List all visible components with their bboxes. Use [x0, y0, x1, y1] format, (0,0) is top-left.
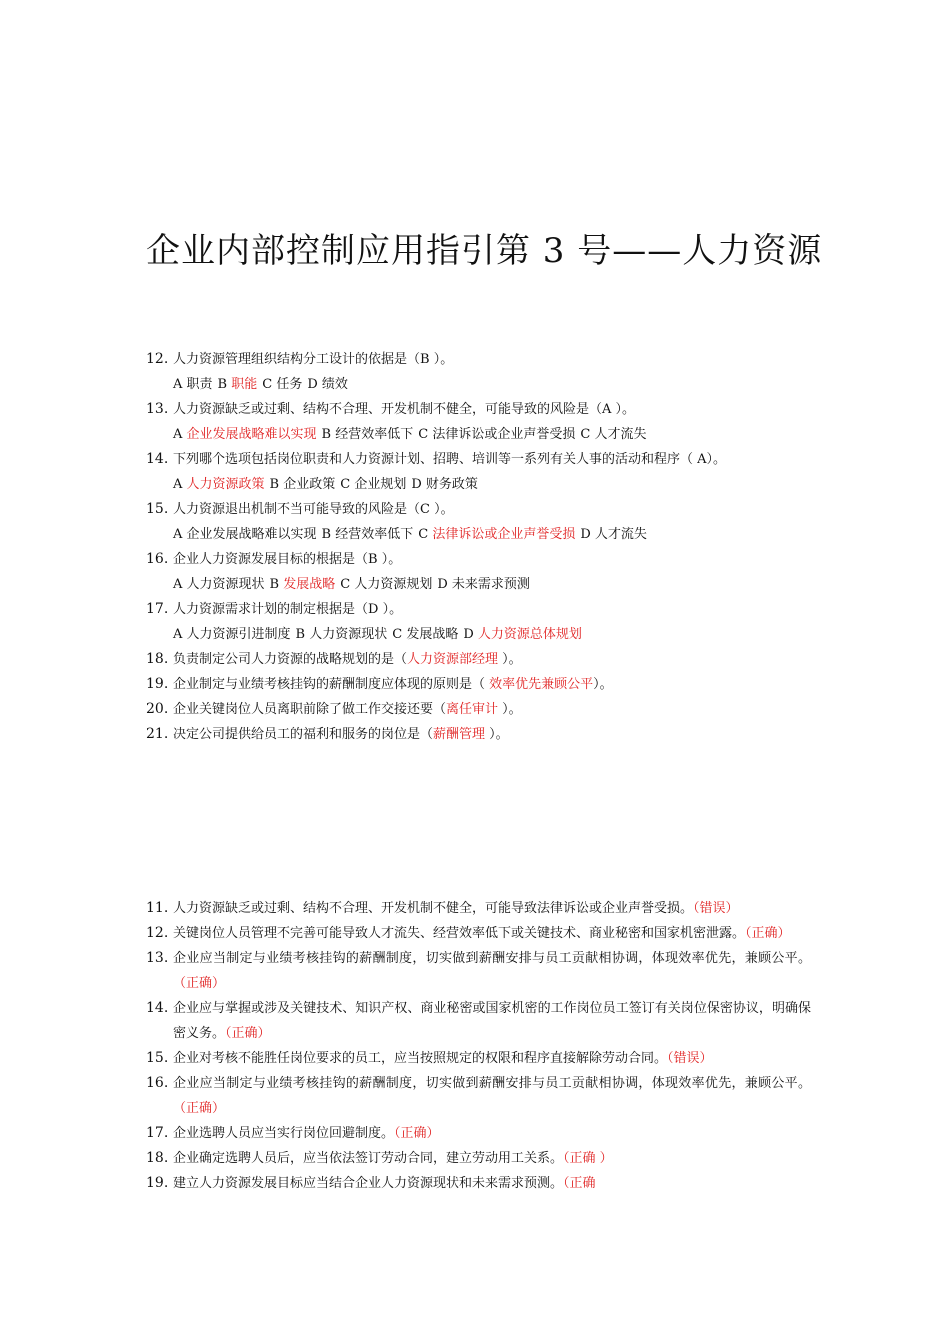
question-text: 人力资源管理组织结构分工设计的依据是（	[173, 352, 421, 367]
question-number: 18.	[146, 651, 169, 667]
question-line	[146, 447, 811, 472]
judgement-answer: 错误	[673, 1051, 700, 1066]
bracket-open: （	[173, 1101, 187, 1116]
statement-item	[146, 921, 811, 946]
option-text: 经营效率低下	[335, 427, 414, 442]
option-letter: C	[418, 427, 433, 442]
question-text: 企业关键岗位人员离职前除了做工作交接还要（	[173, 702, 447, 717]
question-line	[146, 397, 811, 422]
statement-number: 19.	[146, 1175, 169, 1191]
option	[296, 627, 388, 642]
statement-body	[173, 996, 811, 1046]
bracket-close: ）	[212, 976, 226, 991]
multiple-choice-section	[146, 347, 811, 647]
question-text-end: ）。	[429, 502, 454, 517]
option-text: 法律诉讼或企业声誉受损	[432, 427, 576, 442]
option-letter: C	[580, 427, 595, 442]
statement-item	[146, 1121, 811, 1146]
option-letter: C	[418, 527, 433, 542]
question-text-end: ）。	[593, 677, 613, 692]
judgement-answer: 错误	[699, 901, 726, 916]
option	[437, 577, 530, 592]
option	[340, 477, 406, 492]
option-letter: A	[173, 527, 187, 542]
bracket-open: （	[173, 976, 187, 991]
options-line	[146, 572, 811, 597]
option-text: 人力资源规划	[354, 577, 433, 592]
question-number: 13.	[146, 401, 169, 417]
option-letter: D	[580, 527, 595, 542]
judgement-answer: 正确	[400, 1126, 427, 1141]
option-letter: B	[269, 577, 284, 592]
correct-option-text: 人力资源总体规划	[477, 627, 582, 642]
statement-body	[173, 946, 811, 996]
option-text: 未来需求预测	[451, 577, 530, 592]
statement-item	[146, 946, 811, 996]
judgement-answer: 正确	[186, 1101, 213, 1116]
option	[411, 477, 478, 492]
option-text: 人才流失	[594, 427, 647, 442]
bracket-open: （	[667, 1051, 674, 1066]
options-line	[146, 372, 811, 397]
bracket-close: ）	[595, 1151, 613, 1166]
bracket-close: ）	[725, 901, 739, 916]
answer-text: 效率优先兼顾公平	[489, 677, 594, 692]
question-text-end: ）。	[498, 702, 522, 717]
statement-number: 13.	[146, 950, 169, 966]
option-letter: A	[173, 377, 187, 392]
question-number: 15.	[146, 501, 169, 517]
option-text: 人力资源现状	[186, 577, 265, 592]
statement-body	[173, 1146, 811, 1171]
statement-text: 关键岗位人员管理不完善可能导致人才流失、经营效率低下或关键技术、商业秘密和国家机密泄露。	[173, 926, 746, 941]
statement-item	[146, 1171, 811, 1196]
option-text: 企业政策	[283, 477, 336, 492]
statement-item	[146, 996, 811, 1046]
question-answer: A	[602, 402, 612, 417]
statement-number: 12.	[146, 925, 169, 941]
question-text-end: ）。	[378, 602, 403, 617]
option	[173, 427, 317, 442]
question-text: 人力资源缺乏或过剩、结构不合理、开发机制不健全，可能导致的风险是（	[173, 402, 603, 417]
option	[580, 427, 646, 442]
bracket-open: （	[225, 1026, 232, 1041]
options-line	[146, 522, 811, 547]
bracket-open: （	[693, 901, 700, 916]
statement-text: 企业应当制定与业绩考核挂钩的薪酬制度，切实做到薪酬安排与员工贡献相协调，体现效率优先，兼顾公平。	[173, 951, 811, 966]
question-line	[146, 722, 811, 747]
judgement-answer: 正确	[751, 926, 778, 941]
statement-item	[146, 1071, 811, 1121]
question-number: 17.	[146, 601, 169, 617]
question-text-end: ）。	[498, 652, 522, 667]
question-answer: A	[697, 452, 707, 467]
option-letter: C	[262, 377, 277, 392]
correct-option-text: 人力资源政策	[186, 477, 265, 492]
option-letter: D	[411, 477, 426, 492]
question-text-end: ）。	[611, 402, 636, 417]
option-letter: D	[463, 627, 478, 642]
question-answer: C	[420, 502, 430, 517]
option-letter: B	[217, 377, 232, 392]
options-line	[146, 622, 811, 647]
option-letter: B	[269, 477, 284, 492]
question-number: 16.	[146, 551, 169, 567]
option	[463, 627, 582, 642]
option	[418, 527, 575, 542]
statement-body	[173, 1121, 811, 1146]
option-text: 绩效	[321, 377, 348, 392]
option-letter: B	[321, 527, 336, 542]
option	[173, 627, 291, 642]
option-letter: A	[173, 477, 187, 492]
question-text-end: ）。	[429, 352, 454, 367]
bracket-close: ）	[426, 1126, 440, 1141]
option-text: 人力资源引进制度	[186, 627, 291, 642]
question-text: 企业制定与业绩考核挂钩的薪酬制度应体现的原则是（	[173, 677, 490, 692]
statement-body	[173, 1046, 811, 1071]
bracket-close: ）	[212, 1101, 226, 1116]
question-answer: B	[368, 552, 378, 567]
question-text: 负责制定公司人力资源的战略规划的是（	[173, 652, 408, 667]
question-line	[146, 347, 811, 372]
option-letter: B	[321, 427, 336, 442]
statement-item	[146, 1046, 811, 1071]
option-text: 经营效率低下	[335, 527, 414, 542]
answer-text: 人力资源部经理	[407, 652, 499, 667]
statement-text: 企业应与掌握或涉及关键技术、知识产权、商业秘密或国家机密的工作岗位员工签订有关岗位保密协议，明确保密义务。	[173, 1001, 811, 1041]
bracket-open: （	[745, 926, 752, 941]
option	[173, 577, 265, 592]
option-letter: D	[437, 577, 452, 592]
question-text: 企业人力资源发展目标的根据是（	[173, 552, 369, 567]
option	[173, 527, 317, 542]
correct-option-text: 职能	[231, 377, 258, 392]
option-text: 财务政策	[425, 477, 478, 492]
question-text: 决定公司提供给员工的福利和服务的岗位是（	[173, 727, 434, 742]
page-title: 企业内部控制应用指引第 3 号——人力资源	[146, 231, 823, 271]
question-number: 21.	[146, 726, 169, 742]
option-letter: A	[173, 577, 187, 592]
question-line	[146, 597, 811, 622]
statement-number: 16.	[146, 1075, 169, 1091]
option-text: 人力资源现状	[309, 627, 388, 642]
judgement-answer: 正确	[569, 1151, 596, 1166]
question-text-end: ）。	[706, 452, 727, 467]
statement-text: 企业应当制定与业绩考核挂钩的薪酬制度，切实做到薪酬安排与员工贡献相协调，体现效率优先，兼顾公平。	[173, 1076, 811, 1091]
option	[262, 377, 302, 392]
judgement-answer: 正确	[231, 1026, 258, 1041]
statement-text: 建立人力资源发展目标应当结合企业人力资源现状和未来需求预测。	[173, 1176, 564, 1191]
statement-number: 17.	[146, 1125, 169, 1141]
option	[173, 377, 213, 392]
correct-option-text: 法律诉讼或企业声誉受损	[432, 527, 576, 542]
statement-number: 15.	[146, 1050, 169, 1066]
correct-option-text: 发展战略	[283, 577, 336, 592]
option	[307, 377, 348, 392]
statement-item	[146, 896, 811, 921]
statement-body	[173, 896, 811, 921]
bracket-open: （	[563, 1176, 570, 1191]
question-line	[146, 697, 811, 722]
option-letter: C	[392, 627, 407, 642]
option-letter: A	[173, 427, 187, 442]
statement-text: 人力资源缺乏或过剩、结构不合理、开发机制不健全，可能导致法律诉讼或企业声誉受损。	[173, 901, 694, 916]
bracket-close: ）	[257, 1026, 271, 1041]
option	[340, 577, 432, 592]
statement-number: 11.	[146, 900, 169, 916]
statement-text: 企业对考核不能胜任岗位要求的员工，应当按照规定的权限和程序直接解除劳动合同。	[173, 1051, 668, 1066]
question-text: 人力资源退出机制不当可能导致的风险是（	[173, 502, 421, 517]
bracket-open: （	[563, 1151, 570, 1166]
question-number: 14.	[146, 451, 169, 467]
statement-text: 企业确定选聘人员后，应当依法签订劳动合同，建立劳动用工关系。	[173, 1151, 564, 1166]
question-text-end: ）。	[485, 727, 509, 742]
options-line	[146, 422, 811, 447]
statement-text: 企业选聘人员应当实行岗位回避制度。	[173, 1126, 395, 1141]
question-answer: B	[420, 352, 430, 367]
judgement-answer: 正确	[569, 1176, 596, 1191]
option-letter: C	[340, 477, 355, 492]
statement-body	[173, 1171, 811, 1196]
option-letter: B	[295, 627, 310, 642]
statement-body	[173, 1071, 811, 1121]
option-text: 企业发展战略难以实现	[186, 527, 317, 542]
option	[270, 477, 336, 492]
statement-body	[173, 921, 811, 946]
option-letter: A	[173, 627, 187, 642]
bracket-open: （	[394, 1126, 401, 1141]
correct-option-text: 企业发展战略难以实现	[186, 427, 317, 442]
question-answer: D	[368, 602, 379, 617]
question-line	[146, 497, 811, 522]
option	[580, 527, 647, 542]
options-line	[146, 472, 811, 497]
question-line	[146, 647, 811, 672]
question-line	[146, 672, 811, 697]
statement-number: 18.	[146, 1150, 169, 1166]
question-text: 人力资源需求计划的制定根据是（	[173, 602, 369, 617]
question-text: 下列哪个选项包括岗位职责和人力资源计划、招聘、培训等一系列有关人事的活动和程序（	[173, 452, 698, 467]
option	[418, 427, 575, 442]
option	[173, 477, 265, 492]
question-number: 20.	[146, 701, 169, 717]
option-text: 企业规划	[354, 477, 407, 492]
question-number: 19.	[146, 676, 169, 692]
statement-number: 14.	[146, 1000, 169, 1016]
option-text: 发展战略	[406, 627, 459, 642]
bracket-close: ）	[699, 1051, 713, 1066]
fill-in-section	[146, 647, 811, 747]
question-text-end: ）。	[377, 552, 402, 567]
option-letter: D	[307, 377, 322, 392]
option-letter: C	[340, 577, 355, 592]
option-text: 职责	[186, 377, 213, 392]
question-number: 12.	[146, 351, 169, 367]
option-text: 任务	[276, 377, 303, 392]
option	[270, 577, 336, 592]
answer-text: 离任审计	[446, 702, 499, 717]
option	[218, 377, 258, 392]
statement-item	[146, 1146, 811, 1171]
question-line	[146, 547, 811, 572]
option	[322, 427, 414, 442]
bracket-close: ）	[777, 926, 791, 941]
option	[392, 627, 458, 642]
option	[322, 527, 414, 542]
judgement-answer: 正确	[186, 976, 213, 991]
true-false-section	[146, 896, 811, 1196]
answer-text: 薪酬管理	[433, 727, 486, 742]
option-text: 人才流失	[594, 527, 647, 542]
